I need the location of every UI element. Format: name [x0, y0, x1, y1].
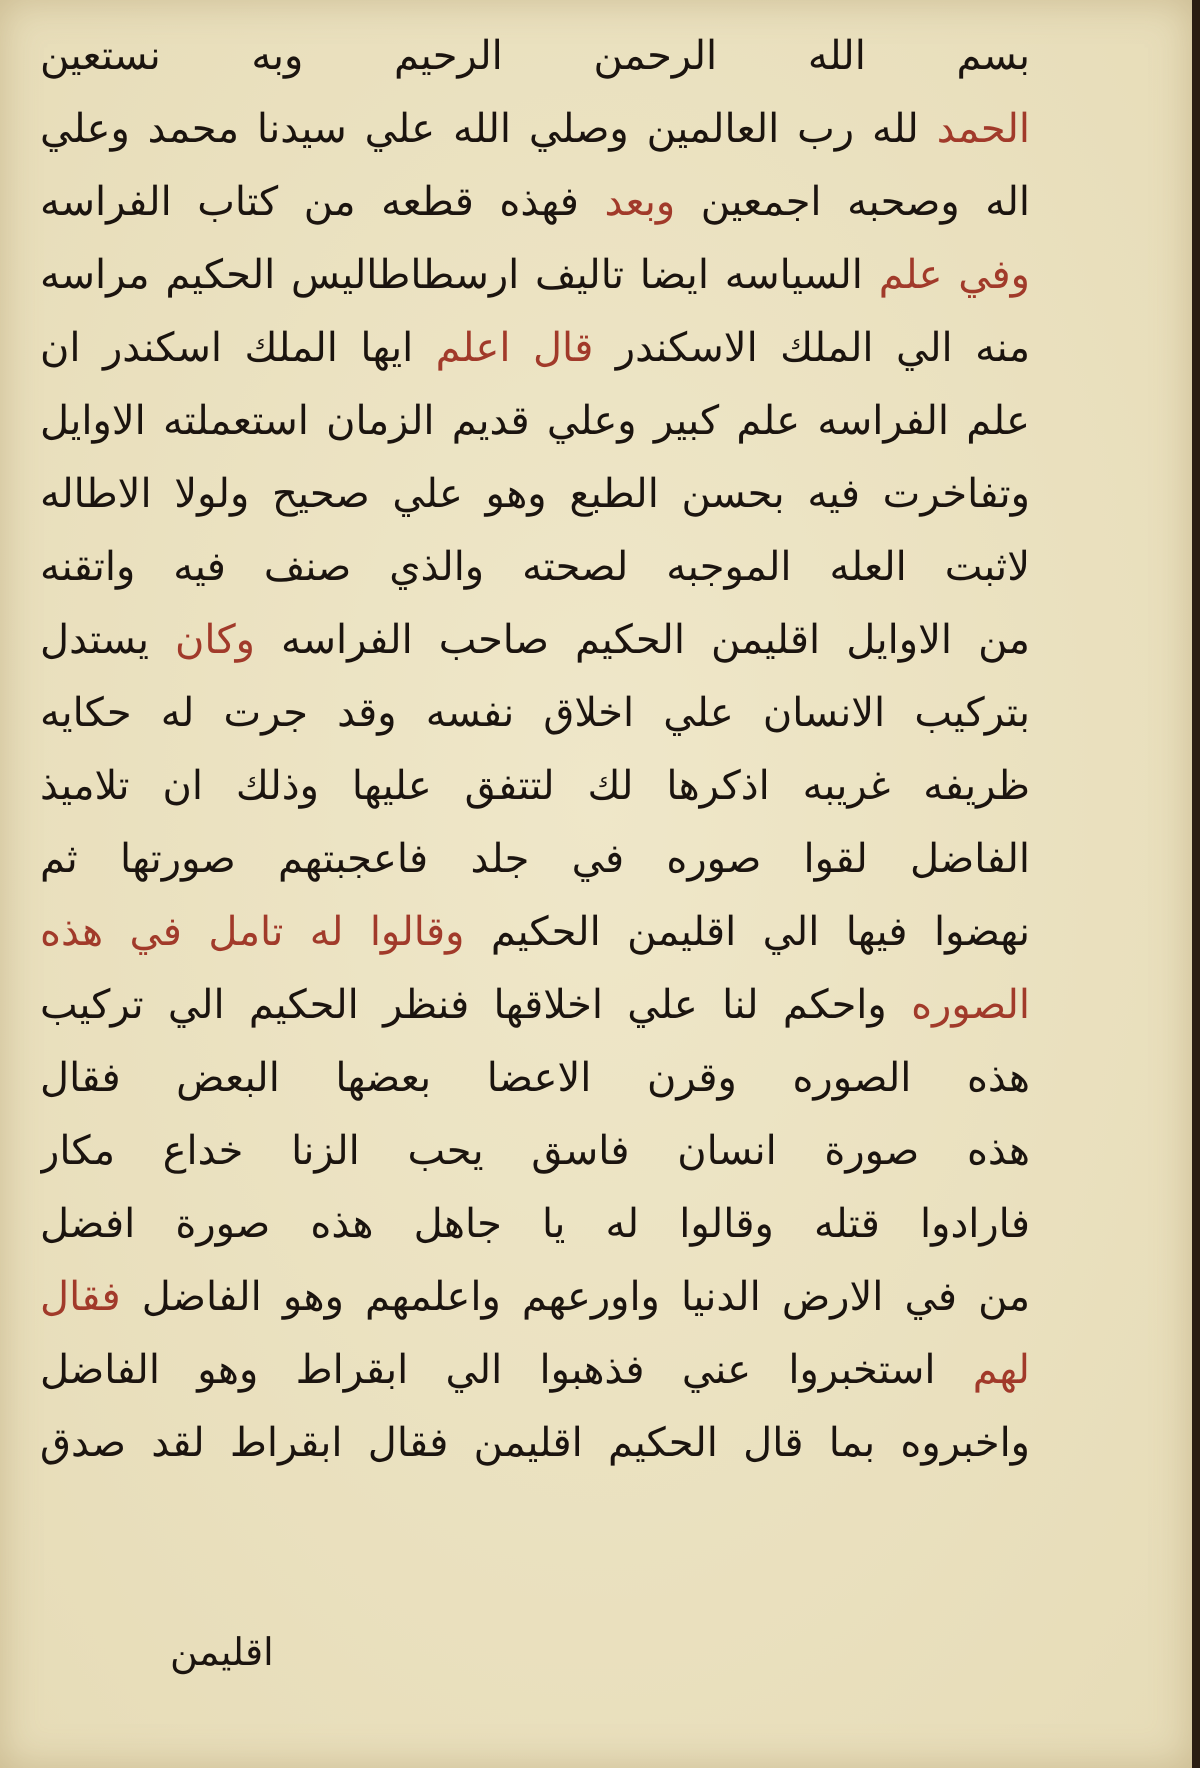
manuscript-line: [40, 1188, 1030, 1261]
line-text: استخبروا عني فذهبوا الي ابقراط وهو الفاضل: [40, 1347, 973, 1393]
manuscript-line: [40, 1261, 1030, 1334]
line-text: هذه صورة انسان فاسق يحب الزنا خداع مكار: [40, 1128, 1030, 1174]
line-text: السياسه ايضا تاليف ارسطاطاليس الحكيم مراسه: [40, 252, 879, 298]
line-text: واحكم لنا علي اخلاقها فنظر الحكيم الي تركيب: [40, 982, 912, 1028]
rubric-text: فقال: [40, 1274, 121, 1320]
rubric-text: لهم: [972, 1347, 1030, 1393]
line-text: وتفاخرت فيه بحسن الطبع وهو علي صحيح ولولا الاطاله: [40, 471, 1030, 517]
manuscript-line: [40, 312, 1030, 385]
line-text: الفاضل لقوا صوره في جلد فاعجبتهم صورتها ثم: [40, 836, 1030, 882]
line-text: ايها الملك اسكندر ان: [40, 325, 436, 371]
manuscript-line: [40, 604, 1030, 677]
rubric-text: الحمد: [936, 106, 1030, 152]
line-text: بتركيب الانسان علي اخلاق نفسه وقد جرت له حكايه: [40, 690, 1030, 736]
manuscript-line: [40, 1407, 1030, 1480]
manuscript-line: [40, 1115, 1030, 1188]
page-edge: [1192, 0, 1200, 1768]
catchword: اقليمن: [170, 1630, 274, 1674]
manuscript-line: [40, 896, 1030, 969]
manuscript-line: [40, 20, 1030, 93]
line-text: فهذه قطعه من كتاب الفراسه: [40, 179, 605, 225]
manuscript-line: [40, 458, 1030, 531]
manuscript-line: [40, 750, 1030, 823]
manuscript-line: [40, 531, 1030, 604]
manuscript-line: [40, 969, 1030, 1042]
manuscript-text: [40, 20, 1030, 1480]
manuscript-line: [40, 385, 1030, 458]
line-text: علم الفراسه علم كبير وعلي قديم الزمان استعملته الاوايل: [40, 398, 1030, 444]
line-text: اله وصحبه اجمعين: [675, 179, 1030, 225]
line-text: منه الي الملك الاسكندر: [593, 325, 1030, 371]
rubric-text: الصوره: [911, 982, 1030, 1028]
rubric-text: وكان: [175, 617, 255, 663]
rubric-text: وقالوا له تامل في هذه: [40, 909, 465, 955]
line-text: ظريفه غريبه اذكرها لك لتتفق عليها وذلك ان تلاميذ: [40, 763, 1030, 809]
rubric-text: قال اعلم: [435, 325, 594, 371]
line-text: من في الارض الدنيا واورعهم واعلمهم وهو الفاضل: [120, 1274, 1030, 1320]
line-text: لله رب العالمين وصلي الله علي سيدنا محمد وعلي: [40, 106, 937, 152]
manuscript-line: [40, 166, 1030, 239]
line-text: هذه الصوره وقرن الاعضا بعضها البعض فقال: [40, 1055, 1030, 1101]
line-text: نهضوا فيها الي اقليمن الحكيم: [464, 909, 1030, 955]
line-text: لاثبت العله الموجبه لصحته والذي صنف فيه واتقنه: [40, 544, 1030, 590]
manuscript-line: [40, 239, 1030, 312]
manuscript-line: [40, 1042, 1030, 1115]
manuscript-line: [40, 677, 1030, 750]
rubric-text: وفي علم: [878, 252, 1030, 298]
line-text: فارادوا قتله وقالوا له يا جاهل هذه صورة افضل: [40, 1201, 1030, 1247]
manuscript-line: [40, 1334, 1030, 1407]
rubric-text: وبعد: [604, 179, 676, 225]
manuscript-line: [40, 93, 1030, 166]
line-text: واخبروه بما قال الحكيم اقليمن فقال ابقراط لقد صدق: [40, 1420, 1030, 1466]
line-text: من الاوايل اقليمن الحكيم صاحب الفراسه: [254, 617, 1030, 663]
manuscript-line: [40, 823, 1030, 896]
line-text: يستدل: [40, 617, 176, 663]
line-text: بسم الله الرحمن الرحيم وبه نستعين: [40, 33, 1030, 79]
